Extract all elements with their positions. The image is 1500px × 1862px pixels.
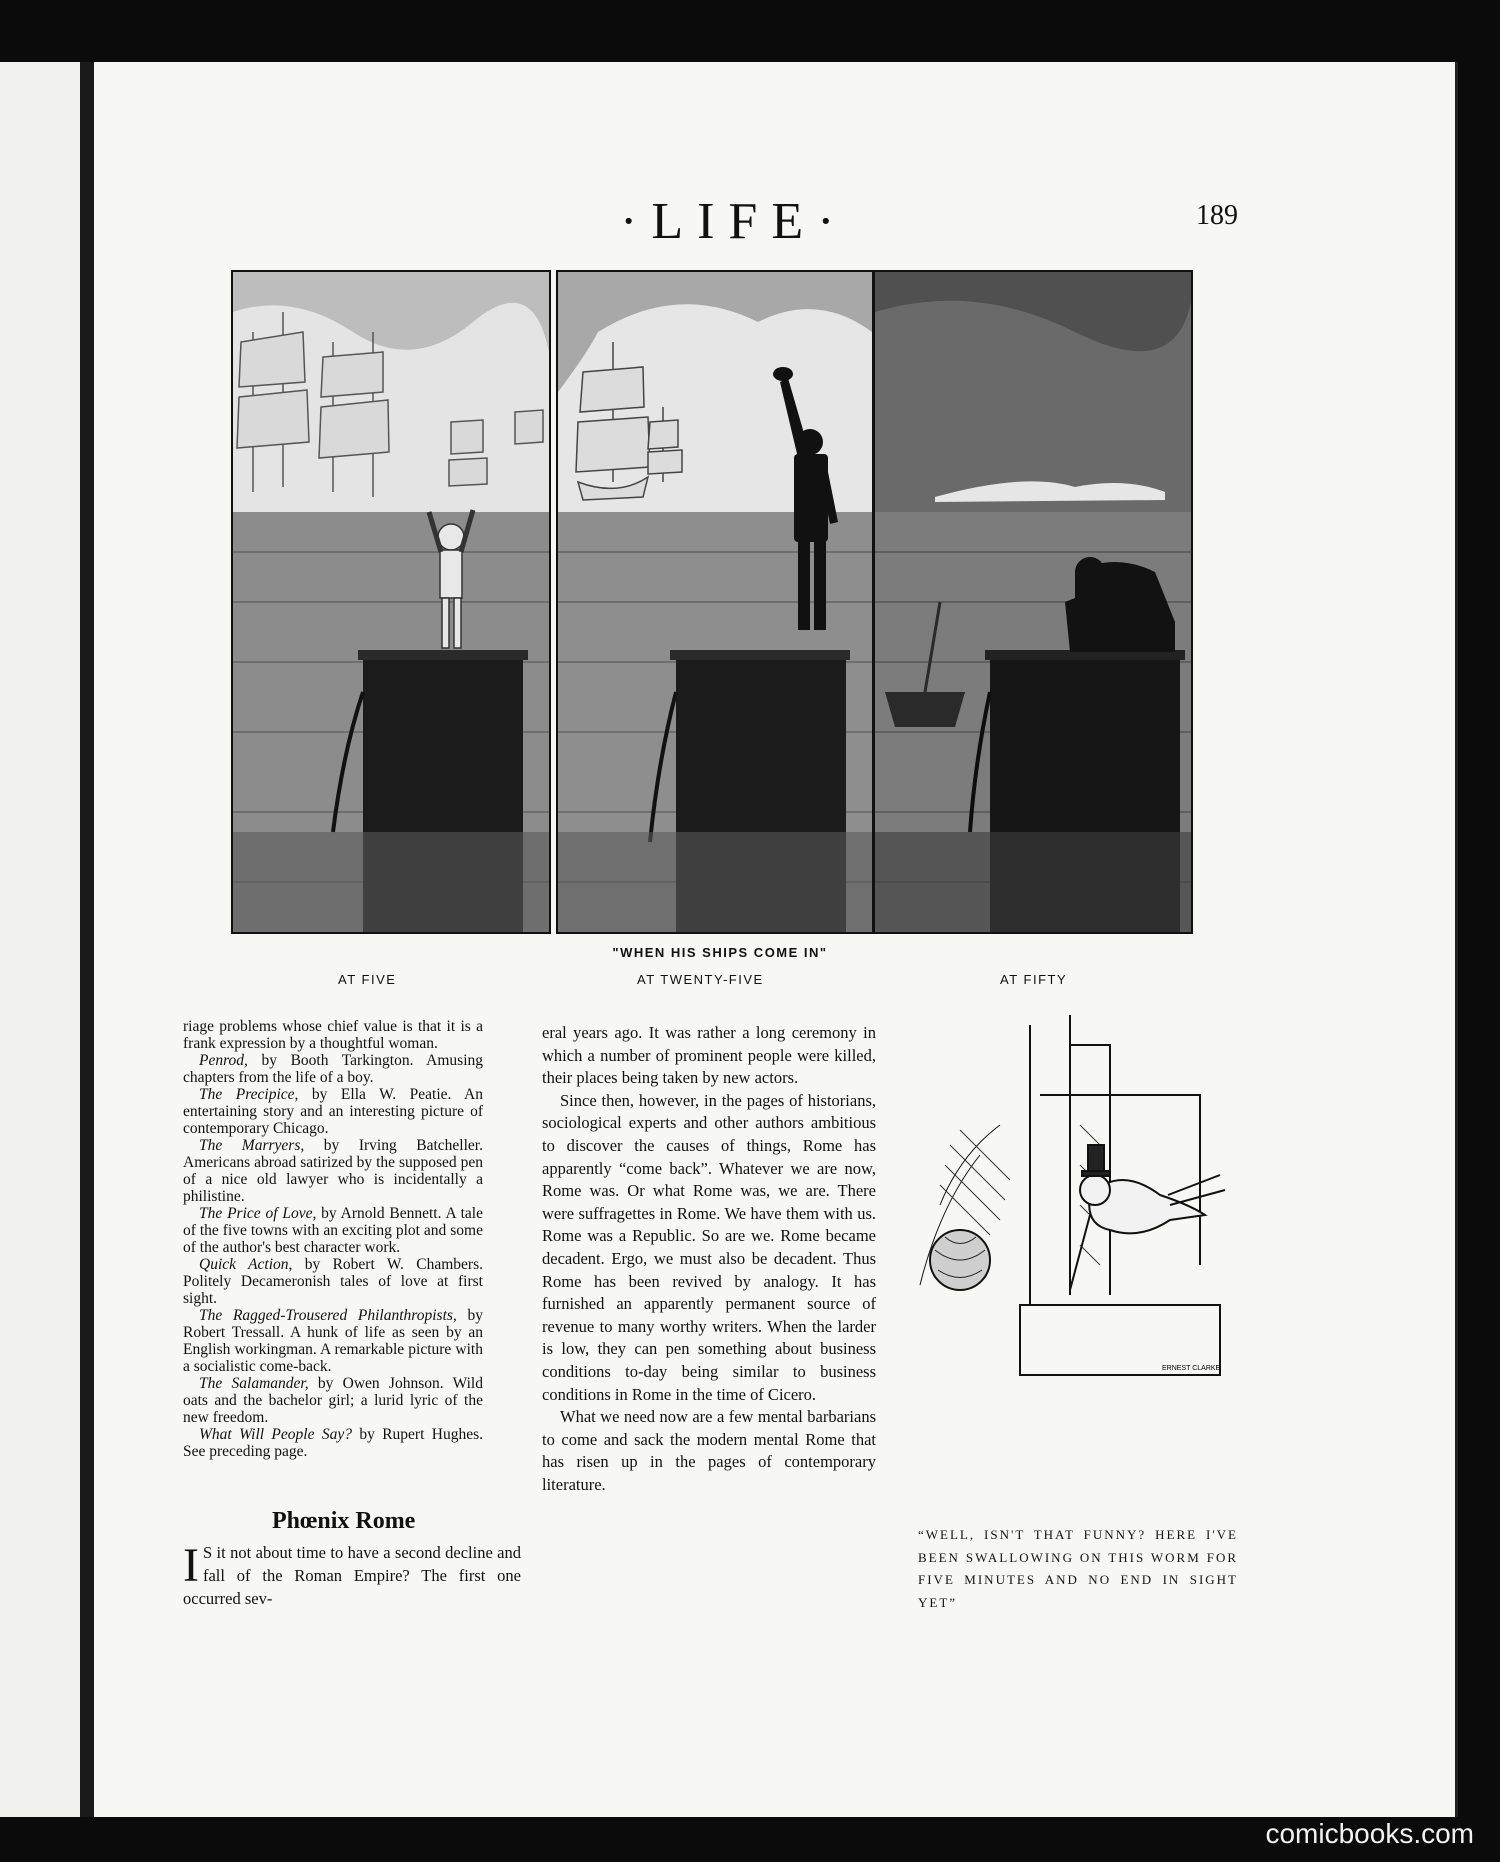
panel-caption-1: AT FIVE bbox=[338, 972, 397, 987]
book-entry: The Price of Love, by Arnold Bennett. A tale of the five towns with an exciting plot and some of the author's best character work. bbox=[183, 1205, 483, 1256]
book-entry: What Will People Say? by Rupert Hughes. See preceding page. bbox=[183, 1426, 483, 1460]
essay-title: Phœnix Rome bbox=[272, 1508, 416, 1534]
watermark: comicbooks.com bbox=[1265, 1818, 1474, 1849]
essay-opening-text: S it not about time to have a second decline and fall of the Roman Empire? The first one occurred sev- bbox=[183, 1543, 521, 1608]
artist-signature: ERNEST CLARKE bbox=[1162, 1365, 1221, 1372]
page-number: 189 bbox=[1196, 200, 1238, 231]
book-entry: Penrod, by Booth Tarkington. Amusing chapters from the life of a boy. bbox=[183, 1052, 483, 1086]
cartoon-caption: “WELL, ISN'T THAT FUNNY? HERE I'VE BEEN SWALLOWING ON THIS WORM FOR FIVE MINUTES AND NO END IN SIGHT YET” bbox=[918, 1527, 1238, 1610]
book-list-column bbox=[183, 1018, 483, 1460]
panel-caption-2: AT TWENTY-FIVE bbox=[637, 972, 764, 987]
book-entry: The Precipice, by Ella W. Peatie. An entertaining story and an interesting picture of contemporary Chicago. bbox=[183, 1086, 483, 1137]
bird-cartoon-drawing bbox=[900, 1005, 1240, 1410]
essay-paragraph: eral years ago. It was rather a long ceremony in which a number of prominent people were killed, their places being taken by new actors. bbox=[542, 1023, 876, 1088]
book-entry: The Salamander, by Owen Johnson. Wild oats and the bachelor girl; a lurid lyric of the new freedom. bbox=[183, 1375, 483, 1426]
book-entry: The Ragged-Trousered Philanthropists, by Robert Tressall. A hunk of life as seen by an English workingman. A remarkable picture with a socialistic come-back. bbox=[183, 1307, 484, 1375]
book-entry: The Marryers, by Irving Batcheller. Americans abroad satirized by the supposed pen of a nice old lawyer who is incidentally a philistine. bbox=[183, 1137, 483, 1205]
book-list-lead: riage problems whose chief value is that it is a frank expression by a thoughtful woman. bbox=[183, 1018, 483, 1052]
panel-illustration-3 bbox=[875, 272, 1191, 932]
comic-panel-at-five bbox=[231, 270, 551, 934]
panel-illustration-1 bbox=[233, 272, 549, 932]
panel-caption-3: AT FIFTY bbox=[1000, 972, 1068, 987]
comic-panel-at-fifty bbox=[873, 270, 1193, 934]
essay-continuation-column bbox=[542, 1022, 876, 1496]
bird-cartoon bbox=[900, 1005, 1240, 1410]
essay-paragraph: What we need now are a few mental barbarians to come and sack the modern mental Rome that has risen up in the pages of contemporary literature. bbox=[542, 1407, 876, 1494]
masthead: ·LIFE· bbox=[620, 193, 849, 250]
drop-cap: I bbox=[183, 1539, 199, 1592]
comic-title: "WHEN HIS SHIPS COME IN" bbox=[612, 945, 828, 960]
previous-page-edge bbox=[0, 62, 80, 1817]
panel-illustration-2 bbox=[558, 272, 872, 932]
binding-gutter bbox=[80, 62, 94, 1817]
essay-paragraph: Since then, however, in the pages of historians, sociological experts and other authors ambitious to discover the causes of things, Rome has apparently “come back”. Whatever we are now, Rome was. Or what Rome was, we are. There were suffragettes in Rome. We have them with us. Rome was a Republic. So are we. Rome became decadent. Ergo, we must also be decadent. Thus Rome has been revived by analogy. It has furnished an apparently permanent source of revenue to many worthy writers. When the larder is low, they can pen something about business conditions to-day being similar to business conditions in Rome in the time of Cicero. bbox=[542, 1090, 876, 1404]
comic-panel-at-twenty-five bbox=[556, 270, 874, 934]
book-entry: Quick Action, by Robert W. Chambers. Politely Decameronish tales of love at first sight. bbox=[183, 1256, 483, 1307]
essay-opening bbox=[183, 1539, 521, 1610]
